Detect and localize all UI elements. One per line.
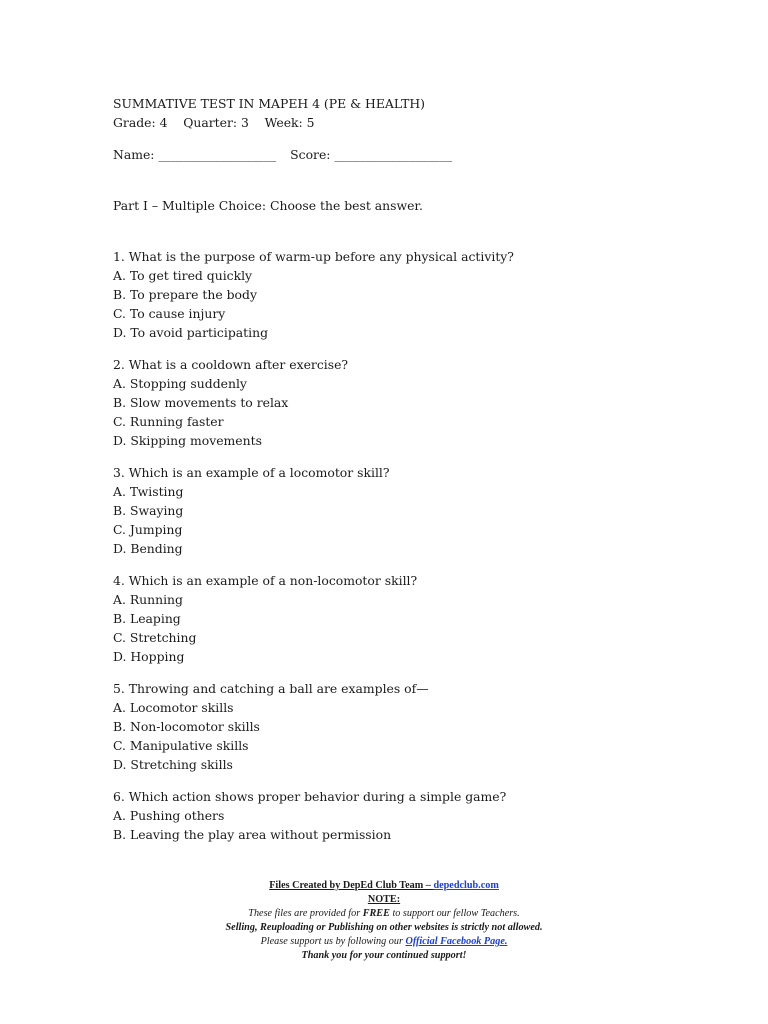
answer-option: C. Manipulative skills — [113, 738, 249, 753]
answer-option: A. Locomotor skills — [113, 700, 234, 715]
question-item — [113, 787, 673, 844]
answer-option: A. To get tired quickly — [113, 268, 253, 283]
question-stem: 5. Throwing and catching a ball are examples of— — [113, 681, 429, 696]
answer-option: A. Stopping suddenly — [113, 376, 247, 391]
question-stem: 4. Which is an example of a non-locomotor skill? — [113, 573, 418, 588]
footer-follow-pre: Please support us by following our — [260, 936, 406, 947]
name-score-row — [113, 145, 673, 164]
footer-free-post: to support our fellow Teachers. — [389, 908, 520, 919]
footer-credit — [0, 879, 768, 893]
footer-free-line — [0, 907, 768, 921]
answer-option: C. Stretching — [113, 630, 197, 645]
name-field: Name: ___________________ — [113, 147, 277, 162]
facebook-page-link[interactable]: Official Facebook Page. — [405, 936, 508, 947]
question-stem: 6. Which action shows proper behavior during a simple game? — [113, 789, 507, 804]
answer-option: D. Skipping movements — [113, 433, 262, 448]
answer-option: B. Leaving the play area without permission — [113, 827, 392, 842]
footer-warning: Selling, Reuploading or Publishing on other websites is strictly not allowed. — [225, 922, 543, 933]
question-item — [113, 571, 673, 666]
answer-option: B. Slow movements to relax — [113, 395, 289, 410]
answer-option: A. Pushing others — [113, 808, 225, 823]
answer-option: D. Hopping — [113, 649, 185, 664]
question-stem: 1. What is the purpose of warm-up before any physical activity? — [113, 249, 514, 264]
score-field: Score: ___________________ — [290, 147, 453, 162]
test-title: SUMMATIVE TEST IN MAPEH 4 (PE & HEALTH) — [113, 96, 425, 111]
answer-option: D. To avoid participating — [113, 325, 269, 340]
test-content — [113, 94, 673, 857]
answer-option: A. Running — [113, 592, 183, 607]
question-item — [113, 463, 673, 558]
answer-option: B. To prepare the body — [113, 287, 257, 302]
question-item — [113, 355, 673, 450]
footer-note-label: NOTE: — [367, 894, 401, 905]
footer-free-pre: These files are provided for — [248, 908, 363, 919]
footer-notice — [0, 879, 768, 963]
answer-option: B. Swaying — [113, 503, 184, 518]
answer-option: C. To cause injury — [113, 306, 226, 321]
answer-option: D. Stretching skills — [113, 757, 233, 772]
answer-option: B. Non-locomotor skills — [113, 719, 260, 734]
answer-option: A. Twisting — [113, 484, 184, 499]
instructions: Part I – Multiple Choice: Choose the best answer. — [113, 198, 423, 213]
answer-option: C. Jumping — [113, 522, 183, 537]
grade-quarter-week: Grade: 4 Quarter: 3 Week: 5 — [113, 115, 315, 130]
answer-option: D. Bending — [113, 541, 183, 556]
question-list — [113, 247, 673, 844]
footer-thanks: Thank you for your continued support! — [301, 950, 467, 961]
question-item — [113, 679, 673, 774]
question-item — [113, 247, 673, 342]
answer-option: C. Running faster — [113, 414, 224, 429]
footer-follow-line — [0, 935, 768, 949]
depedclub-link[interactable]: depedclub.com — [433, 880, 499, 891]
footer-credit-text: Files Created by DepEd Club Team – — [269, 880, 434, 891]
answer-option: B. Leaping — [113, 611, 181, 626]
question-stem: 2. What is a cooldown after exercise? — [113, 357, 349, 372]
question-stem: 3. Which is an example of a locomotor skill? — [113, 465, 390, 480]
footer-free-bold: FREE — [362, 908, 390, 919]
